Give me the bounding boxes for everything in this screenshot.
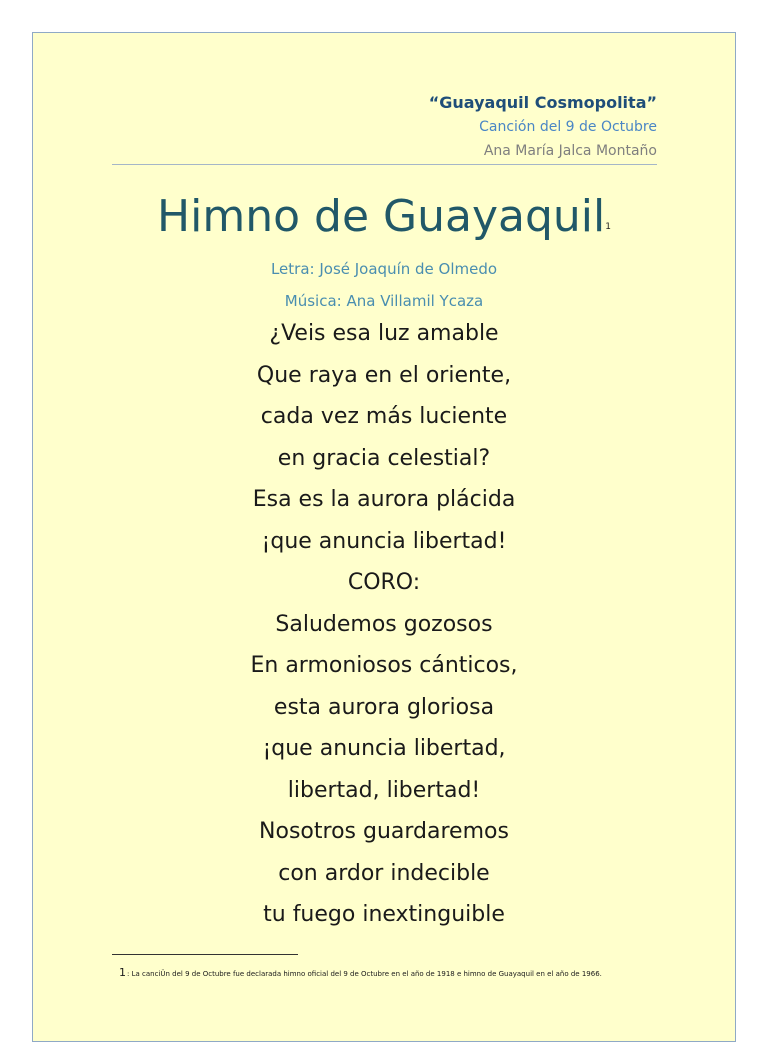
document-header: [429, 91, 657, 163]
header-author: Ana María Jalca Montaño: [483, 143, 657, 159]
lyrics: [33, 313, 735, 936]
header-title: “Guayaquil Cosmopolita”: [428, 93, 657, 112]
composer-credit: Música: Ana Villamil Ycaza: [284, 292, 484, 310]
lyric-line: Esa es la aurora plácida: [252, 487, 516, 512]
lyric-line: tu fuego inextinguible: [263, 902, 505, 927]
document-page: [32, 32, 736, 1042]
lyric-line: esta aurora gloriosa: [273, 694, 495, 720]
lyric-line: con ardor indecible: [278, 860, 490, 886]
credits: [33, 253, 735, 317]
lyric-line: En armoniosos cánticos,: [250, 653, 518, 678]
footnote-reference[interactable]: 1: [605, 222, 611, 232]
lyric-line: Que raya en el oriente,: [256, 362, 512, 388]
lyric-line: en gracia celestial?: [277, 445, 491, 471]
page-title-text: Himno de Guayaquil: [157, 191, 606, 242]
chorus-label: CORO:: [347, 570, 421, 595]
lyric-line: ¿Veis esa luz amable: [269, 321, 499, 346]
lyric-line: libertad, libertad!: [287, 777, 481, 803]
lyricist-credit: Letra: José Joaquín de Olmedo: [270, 260, 498, 278]
footnote: [119, 966, 602, 979]
footnote-separator: [112, 954, 298, 955]
footnote-number: 1: [119, 966, 126, 979]
footnote-text: : La canciÜn del 9 de Octubre fue declarada himno oficial del 9 de Octubre en el año de 1918 e himno de Guayaquil en el año de 1966.: [127, 970, 602, 978]
lyric-line: ¡que anuncia libertad,: [262, 736, 506, 761]
page-title: [33, 185, 735, 259]
lyric-line: cada vez más luciente: [260, 404, 508, 429]
header-divider: [112, 164, 657, 165]
lyric-line: Saludemos gozosos: [275, 611, 493, 637]
lyric-line: ¡que anuncia libertad!: [261, 528, 507, 554]
lyric-line: Nosotros guardaremos: [259, 819, 509, 844]
header-subtitle: Canción del 9 de Octubre: [479, 119, 657, 135]
